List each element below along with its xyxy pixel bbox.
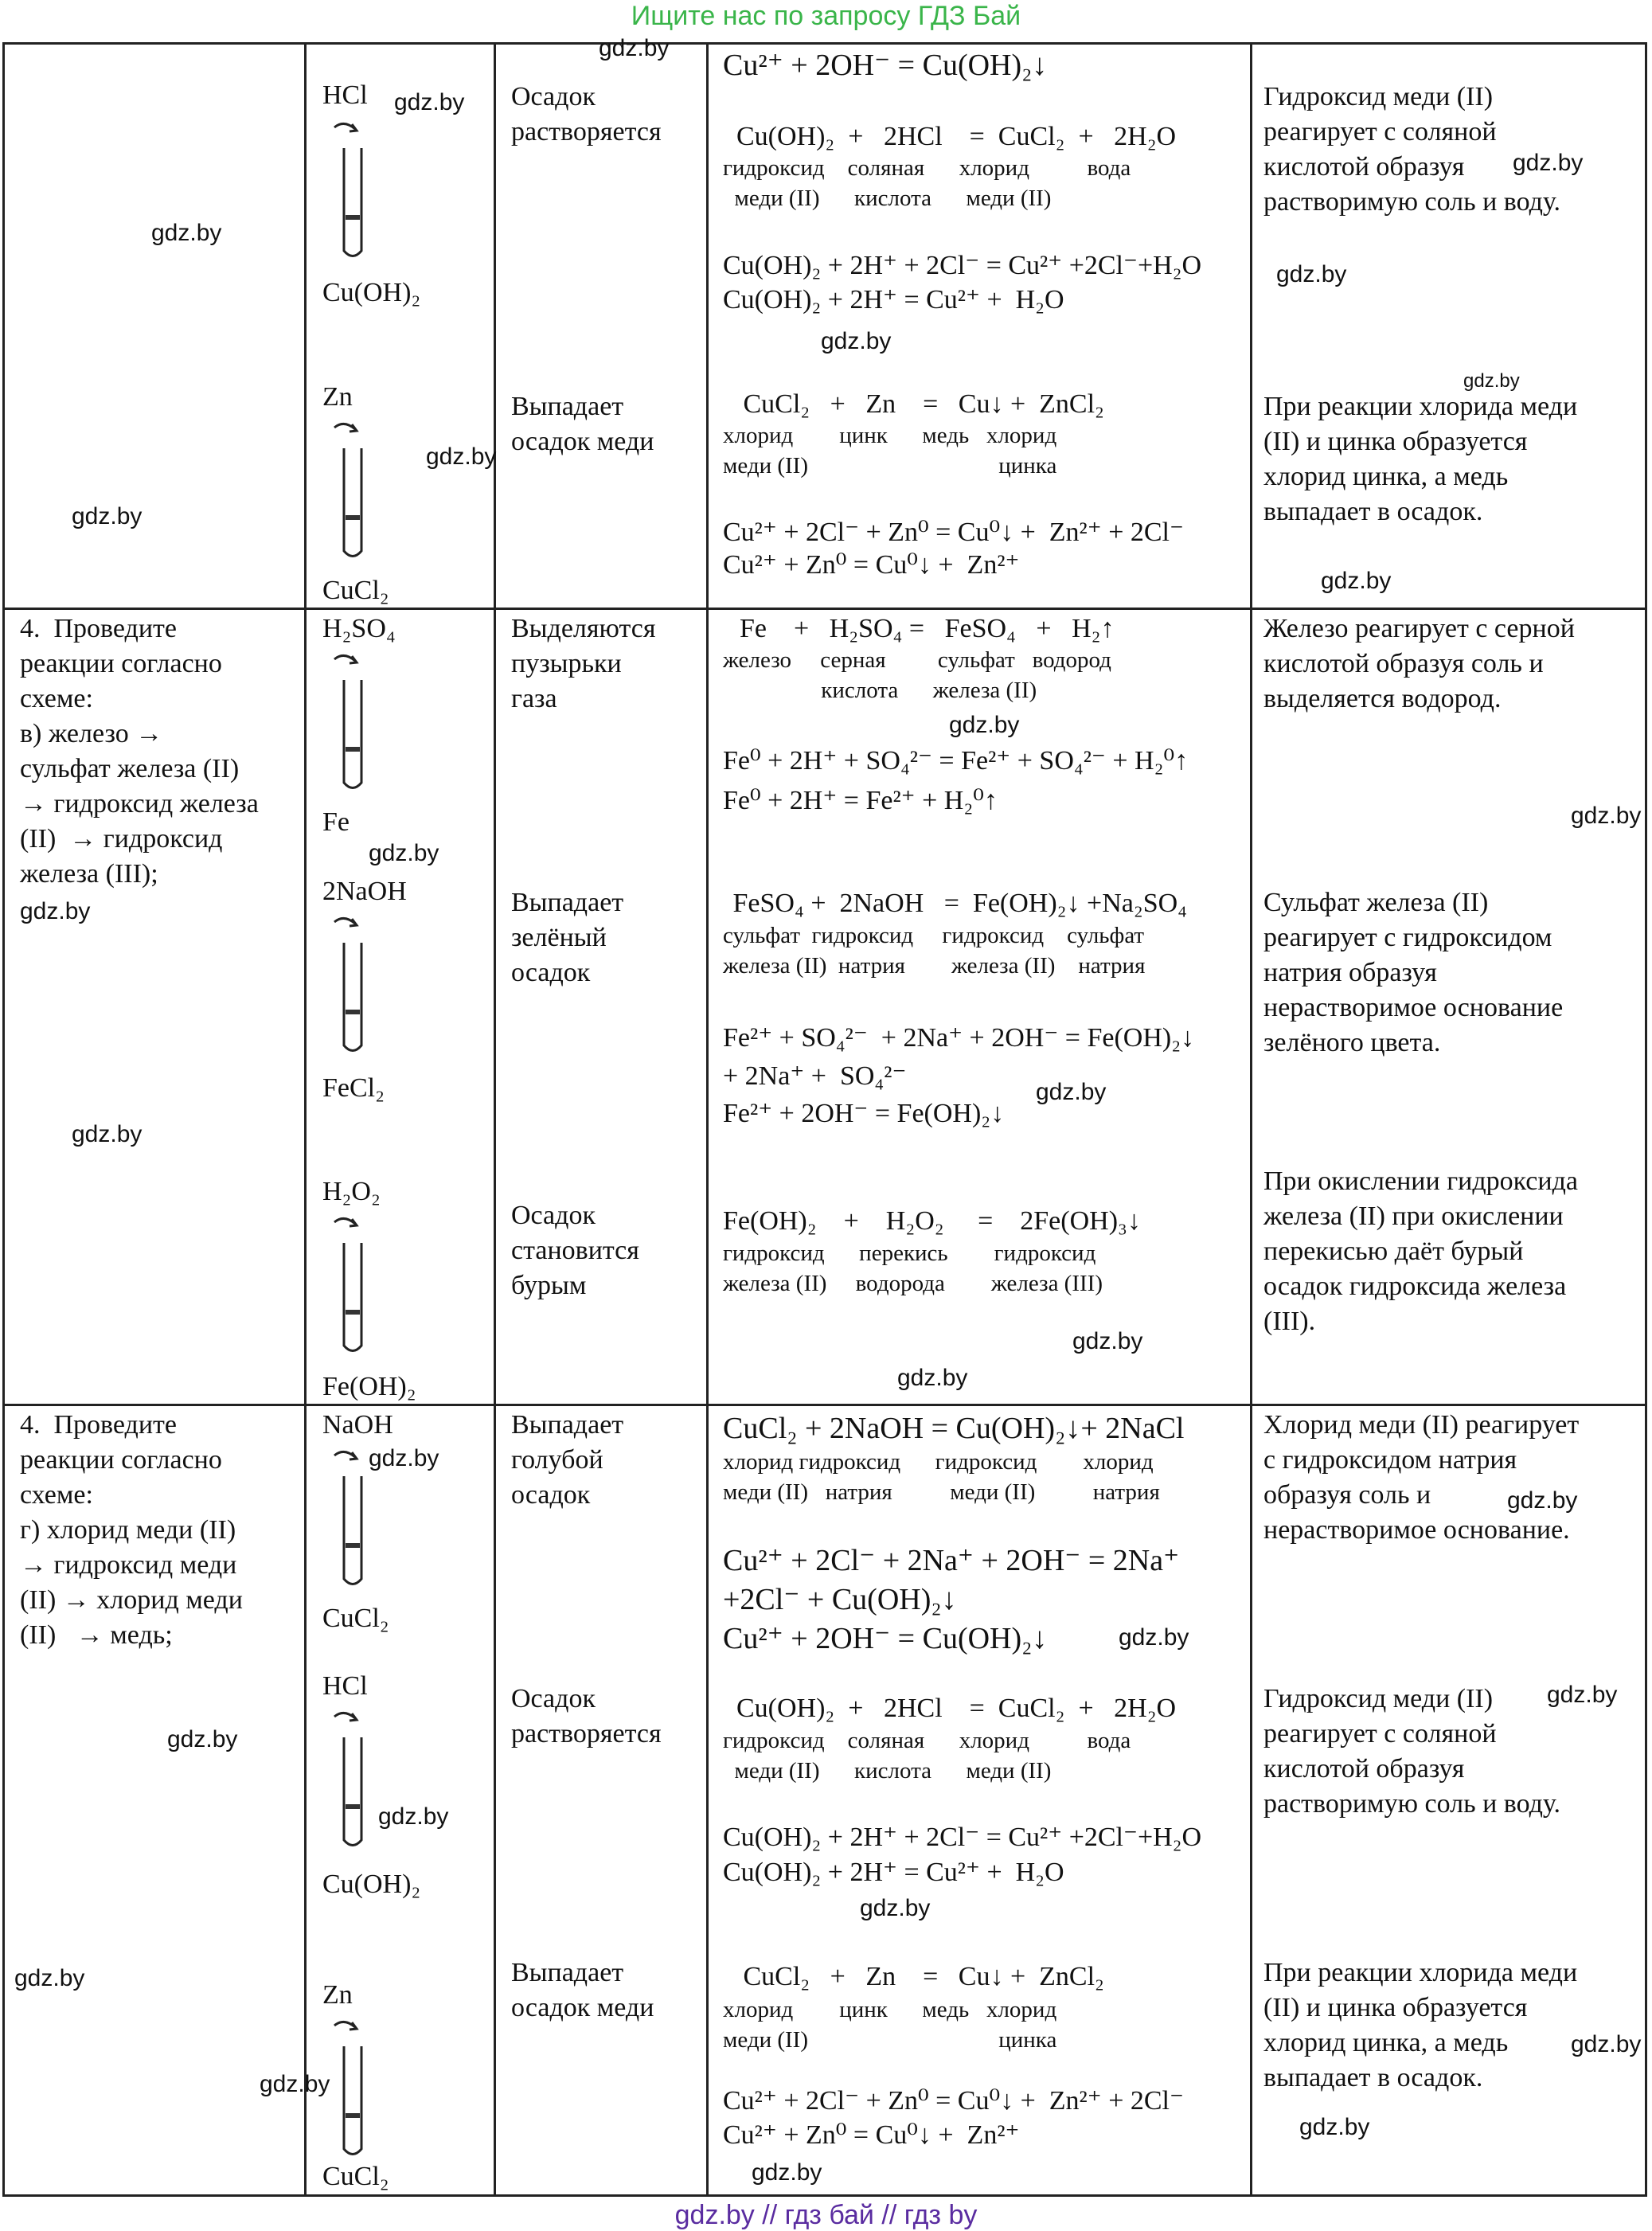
col-line-5 xyxy=(1645,42,1647,2197)
reagent-cuoh2: Cu(OH)₂ xyxy=(322,1870,421,1899)
substance-names: хлорид гидроксид гидроксид хлорид меди (II) натрия меди (II) натрия xyxy=(723,1449,1160,1505)
watermark: gdz.by xyxy=(369,840,439,866)
watermark: gdz.by xyxy=(260,2071,330,2097)
watermark: gdz.by xyxy=(151,220,222,246)
watermark: gdz.by xyxy=(1276,261,1347,287)
ionic-equation-short: Fe⁰ + 2H⁺ = Fe²⁺ + H₂⁰↑ xyxy=(723,786,998,815)
col-line-3 xyxy=(706,42,709,2197)
row-divider-1 xyxy=(2,608,1647,610)
watermark: gdz.by xyxy=(1072,1328,1143,1354)
reagent-naoh: 2NaOH xyxy=(322,877,407,906)
test-tube-icon xyxy=(328,2018,376,2161)
watermark: gdz.by xyxy=(1299,2114,1370,2140)
ionic-equation-full: Cu(OH)₂ + 2H⁺ + 2Cl⁻ = Cu²⁺ +2Cl⁻+H₂O xyxy=(723,251,1202,280)
explanation: При реакции хлорида меди (II) и цинка образуется хлорид цинка, а медь выпадает в осадок. xyxy=(1263,392,1578,526)
reagent-cucl2: CuCl₂ xyxy=(322,2162,389,2191)
observation: Выпадает зелёный осадок xyxy=(511,888,624,987)
ionic-equation-short: Cu²⁺ + 2OH⁻ = Cu(OH)₂↓ xyxy=(723,49,1048,82)
explanation: Сульфат железа (II) реагирует с гидроксидом натрия образуя нерастворимое основание зелёного цвета. xyxy=(1263,888,1564,1057)
observation: Осадок растворяется xyxy=(511,1684,662,1748)
test-tube-icon xyxy=(328,1709,376,1852)
reagent-zn: Zn xyxy=(322,1980,353,2010)
test-tube-icon xyxy=(328,420,376,563)
table-border-top xyxy=(2,42,1647,45)
watermark: gdz.by xyxy=(426,443,497,470)
watermark: gdz.by xyxy=(1571,803,1642,829)
substance-names: хлорид цинк медь хлорид меди (II) цинка xyxy=(723,423,1057,479)
reagent-naoh: NaOH xyxy=(322,1410,393,1440)
watermark: gdz.by xyxy=(394,89,465,115)
explanation: При реакции хлорида меди (II) и цинка образуется хлорид цинка, а медь выпадает в осадок. xyxy=(1263,1958,1578,2092)
watermark: gdz.by xyxy=(897,1365,968,1391)
explanation: При окислении гидроксида железа (II) при окислении перекисью даёт бурый осадок гидроксида железа (III). xyxy=(1263,1166,1578,1336)
table-border-bottom xyxy=(2,2194,1647,2197)
observation: Осадок становится бурым xyxy=(511,1201,639,1300)
explanation: Гидроксид меди (II) реагирует с соляной кислотой образуя растворимую соль и воду. xyxy=(1263,82,1561,217)
ionic-equation-full: + 2Na⁺ + SO₄²⁻ xyxy=(723,1061,907,1091)
watermark: gdz.by xyxy=(378,1803,449,1830)
molecular-equation: Cu(OH)₂ + 2HCl = CuCl₂ + 2H₂O xyxy=(736,1694,1177,1723)
substance-names: железо серная сульфат водород кислота железа (II) xyxy=(723,647,1111,703)
ionic-equation-short: Cu²⁺ + 2OH⁻ = Cu(OH)₂↓ xyxy=(723,1622,1048,1655)
watermark: gdz.by xyxy=(1547,1682,1618,1708)
reagent-zn: Zn xyxy=(322,382,353,412)
ionic-equation-full: Cu²⁺ + 2Cl⁻ + Zn⁰ = Cu⁰↓ + Zn²⁺ + 2Cl⁻ xyxy=(723,518,1184,547)
watermark: gdz.by xyxy=(1119,1624,1189,1651)
ionic-equation-short: Cu(OH)₂ + 2H⁺ = Cu²⁺ + H₂O xyxy=(723,1858,1064,1887)
observation: Выпадает голубой осадок xyxy=(511,1410,624,1510)
explanation: Гидроксид меди (II) реагирует с соляной кислотой образуя растворимую соль и воду. xyxy=(1263,1684,1561,1819)
reagent-h2so4: H₂SO₄ xyxy=(322,614,396,643)
watermark: gdz.by xyxy=(1036,1079,1107,1105)
ionic-equation-short: Fe²⁺ + 2OH⁻ = Fe(OH)₂↓ xyxy=(723,1099,1005,1128)
reagent-hcl: HCl xyxy=(322,1671,368,1701)
molecular-equation: Fe(OH)₂ + H₂O₂ = 2Fe(OH)₃↓ xyxy=(723,1206,1141,1236)
molecular-equation: Cu(OH)₂ + 2HCl = CuCl₂ + 2H₂O xyxy=(736,122,1177,151)
observation: Выделяются пузырьки газа xyxy=(511,614,656,713)
col-line-0 xyxy=(2,42,5,2197)
test-tube-icon xyxy=(328,651,376,795)
test-tube-icon xyxy=(328,119,376,263)
reagent-fe: Fe xyxy=(322,807,350,837)
ionic-equation-short: Cu²⁺ + Zn⁰ = Cu⁰↓ + Zn²⁺ xyxy=(723,2120,1020,2150)
ionic-equation-short: Cu²⁺ + Zn⁰ = Cu⁰↓ + Zn²⁺ xyxy=(723,550,1020,580)
col-line-1 xyxy=(304,42,307,2197)
observation: Выпадает осадок меди xyxy=(511,392,654,456)
col-line-2 xyxy=(494,42,496,2197)
watermark: gdz.by xyxy=(599,35,670,61)
watermark: gdz.by xyxy=(1321,568,1392,594)
row-divider-2 xyxy=(2,1404,1647,1406)
watermark: gdz.by xyxy=(1571,2031,1642,2057)
ionic-equation-full: Fe²⁺ + SO₄²⁻ + 2Na⁺ + 2OH⁻ = Fe(OH)₂↓ xyxy=(723,1023,1195,1053)
task-description: 4. Проведите реакции согласно схеме: г) хлорид меди (II) → гидроксид меди (II) → хлорид меди (II) → медь; xyxy=(20,1410,243,1650)
reagent-cucl2: CuCl₂ xyxy=(322,576,389,605)
reagent-hcl: HCl xyxy=(322,80,368,110)
substance-names: гидроксид соляная хлорид вода меди (II) кислота меди (II) xyxy=(723,155,1131,211)
observation: Выпадает осадок меди xyxy=(511,1958,654,2022)
watermark: gdz.by xyxy=(72,503,143,529)
reagent-cuoh2: Cu(OH)₂ xyxy=(322,278,421,307)
watermark: gdz.by xyxy=(752,2159,822,2186)
substance-names: гидроксид перекись гидроксид железа (II) водорода железа (III) xyxy=(723,1241,1103,1296)
substance-names: хлорид цинк медь хлорид меди (II) цинка xyxy=(723,1997,1057,2053)
reagent-cucl2: CuCl₂ xyxy=(322,1604,389,1633)
molecular-equation: CuCl₂ + 2NaOH = Cu(OH)₂↓+ 2NaCl xyxy=(723,1412,1185,1445)
ionic-equation-full: Cu(OH)₂ + 2H⁺ + 2Cl⁻ = Cu²⁺ +2Cl⁻+H₂O xyxy=(723,1823,1202,1852)
molecular-equation: CuCl₂ + Zn = Cu↓ + ZnCl₂ xyxy=(736,389,1104,419)
watermark: gdz.by xyxy=(20,898,91,924)
col-line-4 xyxy=(1250,42,1252,2197)
watermark: gdz.by xyxy=(949,712,1020,738)
substance-names: гидроксид соляная хлорид вода меди (II) кислота меди (II) xyxy=(723,1728,1131,1784)
ionic-equation-full: Fe⁰ + 2H⁺ + SO₄²⁻ = Fe²⁺ + SO₄²⁻ + H₂⁰↑ xyxy=(723,746,1189,776)
watermark: gdz.by xyxy=(72,1121,143,1147)
watermark: gdz.by xyxy=(14,1965,85,1991)
watermark: gdz.by xyxy=(167,1726,238,1752)
molecular-equation: Fe + H₂SO₄ = FeSO₄ + H₂↑ xyxy=(726,614,1115,643)
watermark: gdz.by xyxy=(369,1445,439,1471)
molecular-equation: CuCl₂ + Zn = Cu↓ + ZnCl₂ xyxy=(723,1962,1104,1991)
ionic-equation-full: Cu²⁺ + 2Cl⁻ + 2Na⁺ + 2OH⁻ = 2Na⁺ xyxy=(723,1544,1180,1577)
watermark: gdz.by xyxy=(821,328,892,354)
task-description: 4. Проведите реакции согласно схеме: в) железо → сульфат железа (II) → гидроксид железа (II) → гидроксид железа (III); xyxy=(20,614,259,889)
test-tube-icon xyxy=(328,914,376,1057)
bottom-banner[interactable]: gdz.by // гдз бай // гдз by xyxy=(674,2200,978,2230)
observation: Осадок растворяется xyxy=(511,82,662,147)
explanation: Хлорид меди (II) реагирует с гидроксидом натрия образуя соль и нерастворимое основание. xyxy=(1263,1410,1580,1545)
reagent-h2o2: H₂O₂ xyxy=(322,1177,381,1206)
explanation: Железо реагирует с серной кислотой образуя соль и выделяется водород. xyxy=(1263,614,1575,713)
reagent-feoh2: Fe(OH)₂ xyxy=(322,1372,416,1401)
watermark: gdz.by xyxy=(1513,150,1584,176)
watermark: gdz.by xyxy=(1507,1487,1578,1514)
ionic-equation-full: +2Cl⁻ + Cu(OH)₂↓ xyxy=(723,1583,957,1616)
substance-names: сульфат гидроксид гидроксид сульфат железа (II) натрия железа (II) натрия xyxy=(723,923,1146,979)
watermark: gdz.by xyxy=(1463,370,1520,392)
ionic-equation-full: Cu²⁺ + 2Cl⁻ + Zn⁰ = Cu⁰↓ + Zn²⁺ + 2Cl⁻ xyxy=(723,2086,1184,2116)
molecular-equation: FeSO₄ + 2NaOH = Fe(OH)₂↓ +Na₂SO₄ xyxy=(726,889,1188,918)
ionic-equation-short: Cu(OH)₂ + 2H⁺ = Cu²⁺ + H₂O xyxy=(723,285,1064,315)
top-banner[interactable]: Ищите нас по запросу ГДЗ Бай xyxy=(631,1,1021,31)
test-tube-icon xyxy=(328,1214,376,1358)
reagent-fecl2: FeCl₂ xyxy=(322,1073,385,1103)
watermark: gdz.by xyxy=(860,1895,931,1921)
